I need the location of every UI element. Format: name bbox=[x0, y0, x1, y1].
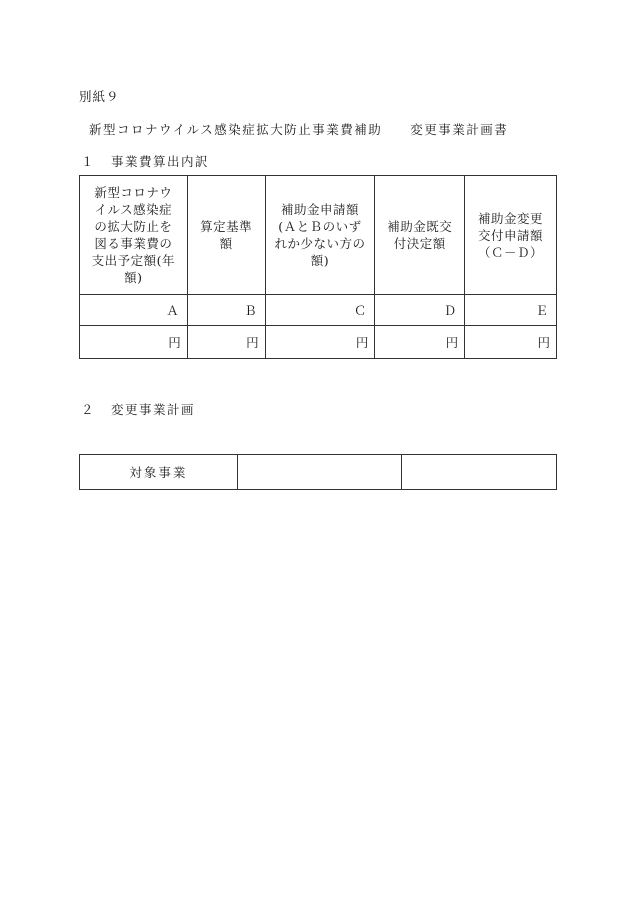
header-cell-c: 補助金申請額 (ＡとＢのいず れか少ない方の 額) bbox=[265, 176, 375, 295]
section-title: 変更事業計画 bbox=[111, 402, 196, 417]
header-cell-d: 補助金既交 付決定額 bbox=[375, 176, 465, 295]
header-cell-b: 算定基準 額 bbox=[187, 176, 265, 295]
section-1-heading bbox=[81, 152, 209, 170]
section-title: 事業費算出内訳 bbox=[111, 154, 210, 169]
letter-cell: Ｃ bbox=[265, 295, 375, 326]
table-header-row bbox=[80, 176, 557, 295]
header-cell-e: 補助金変更 交付申請額 （Ｃ－Ｄ） bbox=[465, 176, 557, 295]
letter-cell: Ａ bbox=[80, 295, 188, 326]
title-sub: 変更事業計画書 bbox=[410, 122, 509, 137]
amount-cell[interactable]: 円 bbox=[265, 326, 375, 359]
document-title bbox=[89, 120, 508, 138]
plan-value-cell[interactable] bbox=[402, 455, 557, 490]
target-project-label: 対象事業 bbox=[80, 455, 238, 490]
amount-cell[interactable]: 円 bbox=[375, 326, 465, 359]
title-main: 新型コロナウイルス感染症拡大防止事業費補助 bbox=[89, 122, 383, 137]
amount-cell[interactable]: 円 bbox=[465, 326, 557, 359]
header-cell-a: 新型コロナウ イルス感染症 の拡大防止を 図る事業費の 支出予定額(年 額) bbox=[80, 176, 188, 295]
cost-breakdown-table bbox=[79, 175, 557, 359]
section-number: ２ bbox=[81, 402, 96, 417]
letter-cell: Ｂ bbox=[187, 295, 265, 326]
amount-cell[interactable]: 円 bbox=[187, 326, 265, 359]
table-amount-row bbox=[80, 326, 557, 359]
plan-row bbox=[80, 455, 557, 490]
section-2-heading bbox=[81, 400, 195, 418]
amount-cell[interactable]: 円 bbox=[80, 326, 188, 359]
annex-label: 別紙９ bbox=[79, 89, 120, 104]
plan-value-cell[interactable] bbox=[237, 455, 402, 490]
table-letter-row bbox=[80, 295, 557, 326]
letter-cell: Ｄ bbox=[375, 295, 465, 326]
section-number: １ bbox=[81, 154, 96, 169]
plan-table bbox=[79, 454, 557, 490]
letter-cell: Ｅ bbox=[465, 295, 557, 326]
